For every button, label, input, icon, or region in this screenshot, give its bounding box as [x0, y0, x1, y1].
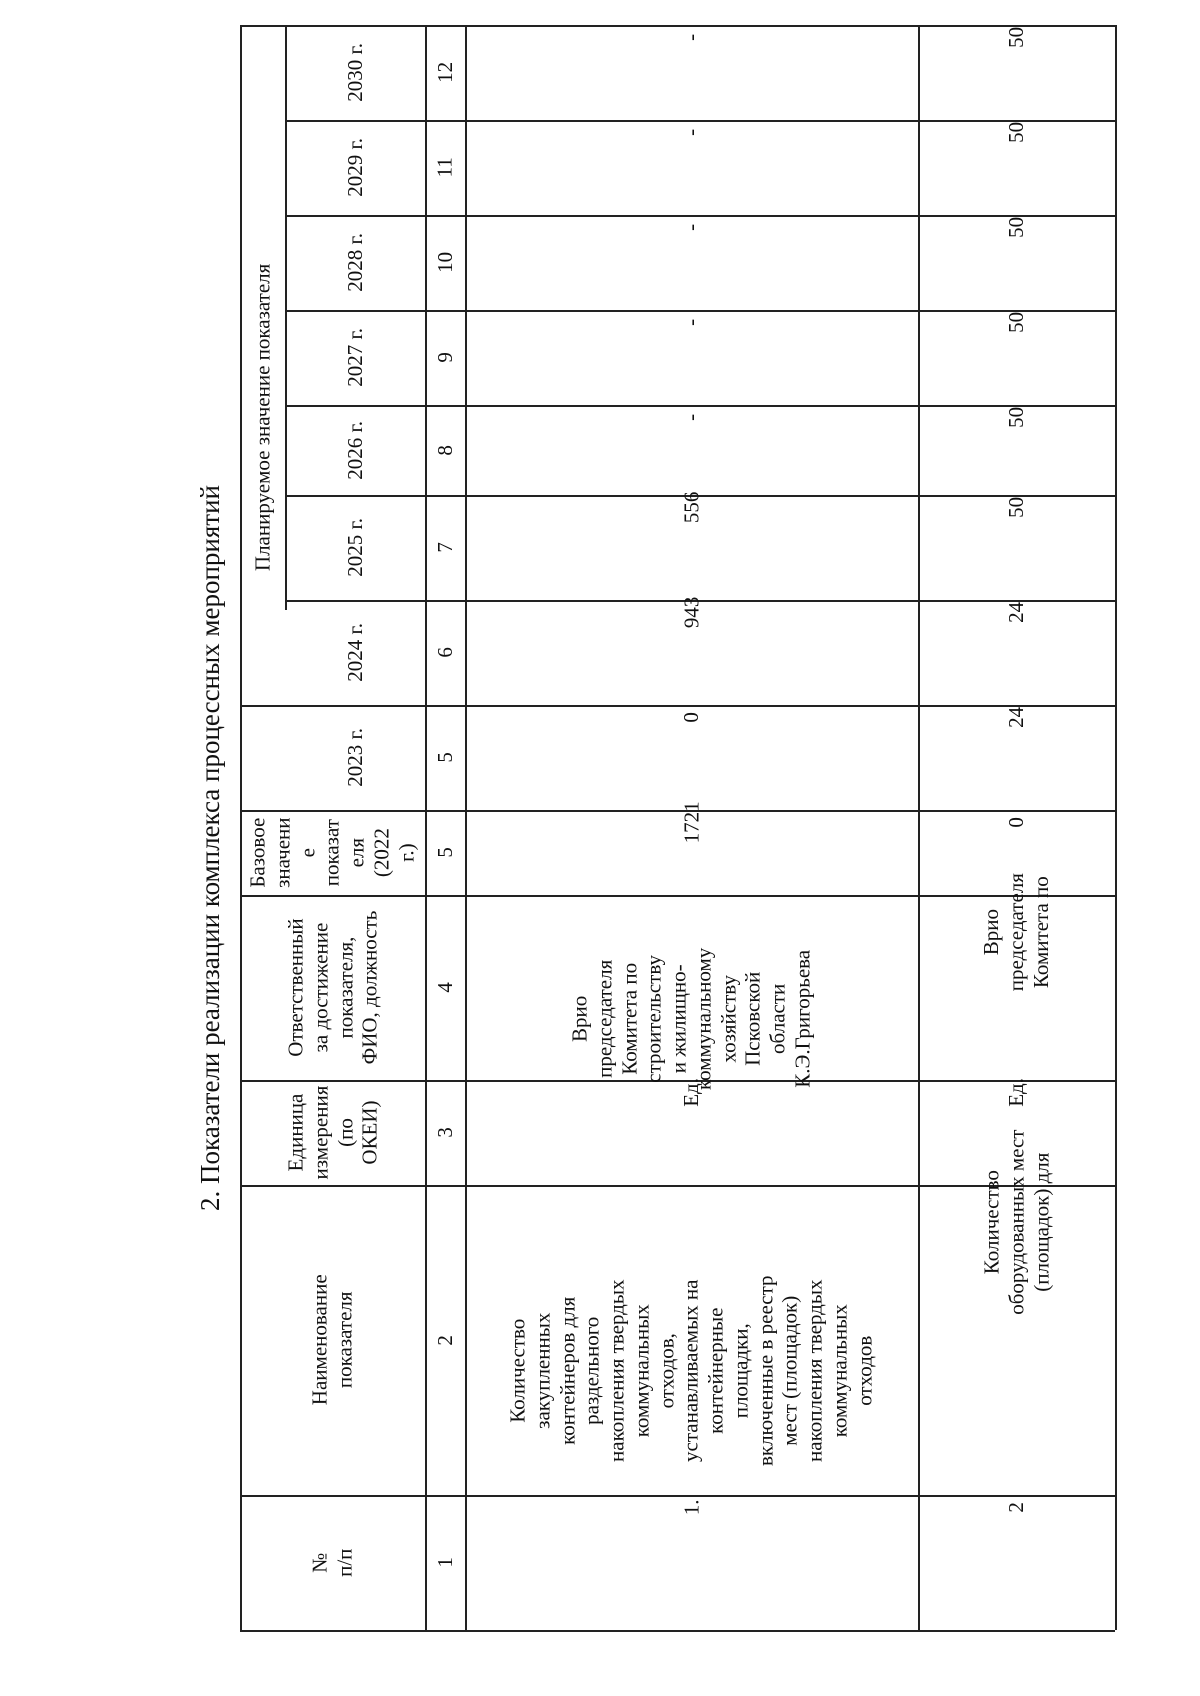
column-number-11: 11: [432, 157, 457, 178]
row-2-value-3-cell: [918, 405, 1115, 495]
column-number-5: 5: [432, 752, 457, 763]
row-1-value-7-cell: [465, 25, 918, 120]
row-1-value-3-cell: [465, 405, 918, 495]
row-2-num: 2: [1004, 1502, 1029, 1513]
base-value-header-cell: [240, 810, 425, 895]
column-number-5: 5: [432, 847, 457, 858]
document-title: 2. Показатели реализации комплекса процессных мероприятий: [195, 485, 225, 1211]
row-1-value-6: -: [679, 128, 704, 136]
column-number-3-cell: [425, 1080, 465, 1185]
column-number-8-cell: [425, 405, 465, 495]
row-1-num-cell: [465, 1495, 918, 1630]
column-number-9-cell: [425, 310, 465, 405]
column-number-8: 8: [432, 444, 457, 456]
year-header-6-cell: [285, 120, 425, 215]
year-header-0: 2023 г.: [342, 728, 367, 787]
column-number-5-cell: [425, 810, 465, 895]
column-number-5-cell: [425, 705, 465, 810]
unit-header: Единица измерения (по ОКЕИ): [282, 1085, 382, 1180]
row-1-value-1-cell: [465, 596, 918, 705]
column-number-6: 6: [432, 647, 457, 658]
row-1-value-4: -: [679, 318, 704, 326]
num-header: № п/п: [307, 1548, 357, 1577]
indicators-table: [240, 25, 1115, 1630]
column-number-3: 3: [432, 1127, 457, 1138]
row-2-value-0-cell: [918, 705, 1115, 810]
row-2-value-3: 50: [1004, 406, 1029, 428]
column-number-6-cell: [425, 600, 465, 705]
row-1-value-5-cell: [465, 215, 918, 310]
planned-header: Планируемое значение показателя: [250, 263, 275, 572]
table-border: [240, 1630, 1115, 1632]
column-number-12-cell: [425, 25, 465, 120]
num-header-cell: [240, 1495, 425, 1630]
year-header-7: 2030 г.: [342, 43, 367, 102]
table-border: [1115, 25, 1117, 1630]
unit-header-cell: [240, 1080, 425, 1185]
row-1-num: 1.: [679, 1499, 704, 1516]
year-header-5-cell: [285, 215, 425, 310]
year-header-3-cell: [285, 405, 425, 495]
row-1-value-7: -: [679, 33, 704, 41]
year-header-2: 2025 г.: [342, 518, 367, 577]
year-header-0-cell: [285, 705, 425, 810]
row-1-value-2-cell: [465, 491, 918, 600]
year-header-7-cell: [285, 25, 425, 120]
row-2-value-7: 50: [1004, 26, 1029, 48]
row-1-unit: Ед.: [679, 1078, 704, 1107]
row-1-value-2: 556: [679, 491, 704, 524]
row-1-value-0-cell: [465, 705, 918, 810]
row-1-value-4-cell: [465, 310, 918, 405]
row-1-name: Количество закупленных контейнеров для раздельного накопления твердых коммунальных отходов, устанавливаемых на контейнерные площадки, включенные в реестр мест (площадок) накопления твердых коммунальных отходов: [505, 1275, 877, 1467]
row-1-value-5: -: [679, 223, 704, 231]
name-header-cell: [240, 1185, 425, 1495]
row-1-name-cell: [465, 1185, 918, 1495]
row-2-value-5: 50: [1004, 216, 1029, 238]
row-2-value-2-cell: [918, 495, 1115, 600]
row-1-responsible: Врио председателя Комитета по строительству и жилищно- коммунальному хозяйству Псковской области К.Э.Григорьева: [567, 947, 815, 1090]
column-number-10: 10: [432, 251, 457, 273]
column-number-10-cell: [425, 215, 465, 310]
column-number-2-cell: [425, 1185, 465, 1495]
year-header-4-cell: [285, 310, 425, 405]
row-2-num-cell: [918, 1495, 1115, 1630]
base-value-header: Базовое значени е показат еля (2022 г.): [245, 817, 419, 888]
row-2-base: 0: [1004, 817, 1029, 828]
row-2-name-cell: [918, 1129, 1115, 1495]
planned-header-cell: [240, 25, 285, 810]
responsible-header-cell: [240, 895, 425, 1080]
row-2-value-4-cell: [918, 310, 1115, 405]
row-1-responsible-cell: [465, 895, 918, 1090]
column-number-4: 4: [432, 982, 457, 993]
row-2-value-1: 24: [1004, 601, 1029, 623]
row-2-value-7-cell: [918, 25, 1115, 120]
row-2-value-2: 50: [1004, 496, 1029, 518]
column-number-7: 7: [432, 542, 457, 553]
row-2-name: Количество оборудованных мест (площадок) для: [979, 1129, 1053, 1315]
row-2-value-5-cell: [918, 215, 1115, 310]
year-header-1-cell: [285, 600, 425, 705]
row-1-value-1: 943: [679, 596, 704, 629]
row-2-unit: Ед.: [1004, 1078, 1029, 1107]
row-2-value-6-cell: [918, 120, 1115, 215]
column-number-7-cell: [425, 495, 465, 600]
row-1-base-cell: [465, 801, 918, 895]
year-header-6: 2029 г.: [342, 138, 367, 197]
row-1-value-6-cell: [465, 120, 918, 215]
column-number-1-cell: [425, 1495, 465, 1630]
year-header-4: 2027 г.: [342, 328, 367, 387]
column-number-9: 9: [432, 352, 457, 363]
year-header-5: 2028 г.: [342, 233, 367, 292]
column-number-1: 1: [432, 1557, 457, 1568]
column-number-11-cell: [425, 120, 465, 215]
row-2-responsible-cell: [918, 873, 1115, 1080]
row-2-value-6: 50: [1004, 121, 1029, 143]
row-2-responsible: Врио председателя Комитета по: [979, 873, 1053, 992]
row-2-value-1-cell: [918, 600, 1115, 705]
year-header-3: 2026 г.: [342, 420, 367, 480]
year-header-1: 2024 г.: [342, 623, 367, 682]
row-1-unit-cell: [465, 1080, 918, 1185]
column-number-2: 2: [432, 1334, 457, 1346]
name-header: Наименование показателя: [307, 1274, 357, 1406]
row-2-value-0: 24: [1004, 706, 1029, 728]
responsible-header: Ответственный за достижение показателя, ФИО, должность: [282, 910, 382, 1065]
row-2-value-4: 50: [1004, 311, 1029, 333]
column-number-4-cell: [425, 895, 465, 1080]
row-1-base: 1721: [679, 801, 704, 844]
row-1-value-0: 0: [679, 712, 704, 723]
column-number-12: 12: [432, 61, 457, 83]
year-header-2-cell: [285, 495, 425, 600]
row-1-value-3: -: [679, 413, 704, 421]
